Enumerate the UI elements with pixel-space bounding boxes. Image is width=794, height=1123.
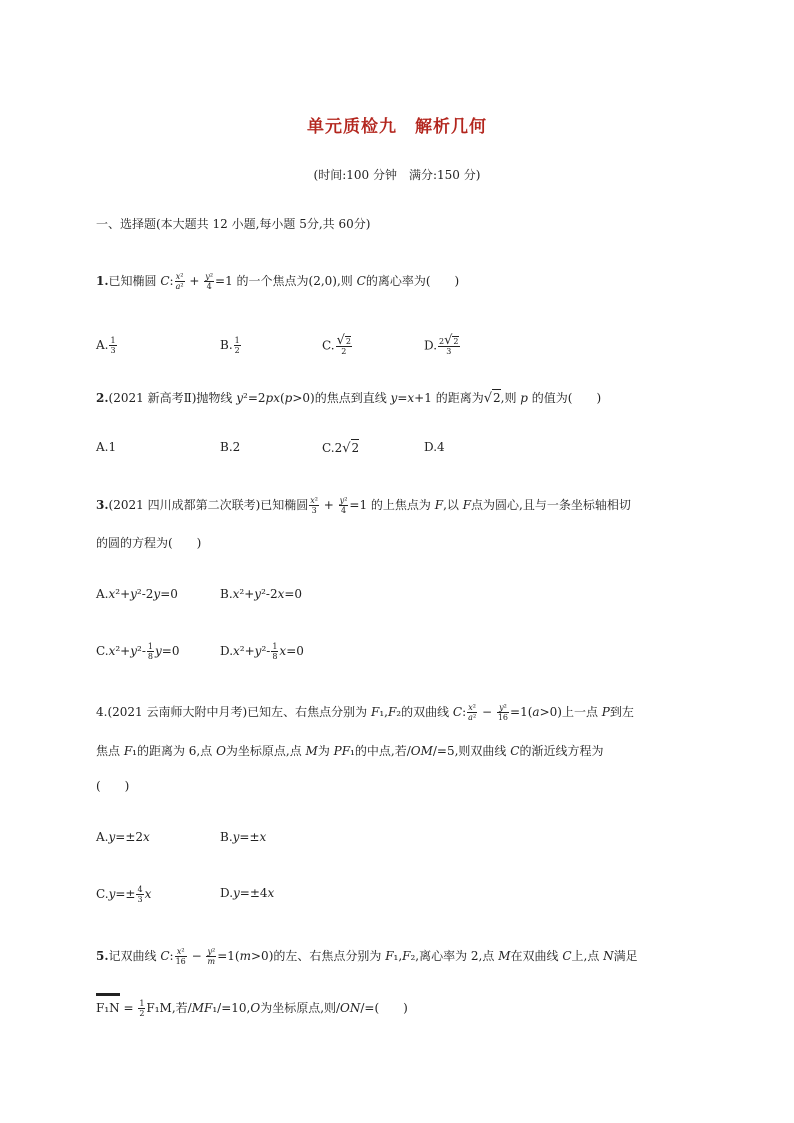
option-c[interactable]: C.2√2	[322, 441, 360, 456]
option-a[interactable]: A.x²+y²-2y=0	[96, 587, 178, 601]
option-a[interactable]: A. $\frac{1}{3}$	[96, 336, 116, 355]
vector-f1m: F₁M,若/	[146, 1001, 192, 1015]
question-number: 3.	[96, 498, 109, 512]
option-d[interactable]: D.4	[424, 440, 445, 454]
q2-stem-b: 的焦点到直线	[314, 391, 391, 405]
question-4-answer-bracket: ( )	[96, 779, 130, 793]
option-c[interactable]: C.x²+y²- $\frac{1}{8}$ y=0	[96, 642, 180, 661]
q4-stem-e: 到左	[609, 705, 634, 719]
section-heading: 一、选择题(本大题共 12 小题,每小题 5分,共 60分)	[96, 217, 371, 231]
option-d[interactable]: D.x²+y²- $\frac{1}{8}$ x=0	[220, 642, 304, 661]
q1-stem-c: 的离心率为( )	[365, 274, 460, 288]
q2-stem-d: ,则	[500, 391, 521, 405]
question-number: 5.	[96, 949, 109, 963]
vector-f1n: F₁N	[96, 1000, 120, 1016]
option-c[interactable]: C. $\frac{√2}{2}$	[322, 333, 351, 356]
q2-stem-a: (2021 新高考Ⅱ)抛物线	[108, 391, 237, 405]
q4-stem-c: =1(	[510, 705, 533, 719]
q4-stem-d: )上一点	[557, 705, 602, 719]
q1-stem-a: 已知椭圆	[108, 274, 161, 288]
option-a[interactable]: A.1	[96, 440, 117, 454]
option-b[interactable]: B.x²+y²-2x=0	[220, 587, 303, 601]
option-a[interactable]: A.y=±2x	[96, 830, 150, 844]
option-d[interactable]: D. $\frac{2√2}{3}$	[424, 333, 459, 356]
question-5: 5.记双曲线 C: $\frac{\text{x²}}{16}$ − $\frac{\text{y²}}{m}$ =1(m>0)的左、右焦点分别为 F₁,F₂,离心率为 2,点 M在双曲线 C上,点 N满足	[96, 947, 638, 966]
option-b[interactable]: B. $\frac{1}{2}$	[220, 336, 240, 355]
question-4: 4.(2021 云南师大附中月考)已知左、右焦点分别为 F₁,F₂的双曲线 C: $\frac{\text{x²}}{\text{a²}}$ − $\frac{\text{y²}}{16}$ =1(a>0)上一点 P到左	[96, 703, 634, 722]
q3-stem-b: =1 的上焦点为	[349, 498, 435, 512]
q2-stem-c: 的距离为	[431, 391, 484, 405]
q4-stem-a: (2021 云南师大附中月考)已知左、右焦点分别为	[107, 705, 371, 719]
option-d[interactable]: D.y=±4x	[220, 886, 275, 900]
exam-info: (时间:100 分钟 满分:150 分)	[313, 168, 481, 182]
question-3-cont: 的圆的方程为( )	[96, 536, 202, 550]
q3-stem-d: 点为圆心,且与一条坐标轴相切	[471, 498, 631, 512]
q3-stem-a: (2021 四川成都第二次联考)已知椭圆	[108, 498, 309, 512]
question-4-cont: 焦点 F₁的距离为 6,点 O为坐标原点,点 M为 PF₁的中点,若/OM/=5,则双曲线 C的渐近线方程为	[96, 744, 604, 758]
q4-stem-b: 的双曲线	[401, 705, 453, 719]
option-b[interactable]: B.y=±x	[220, 830, 267, 844]
page-title: 单元质检九 解析几何	[307, 117, 487, 137]
question-number: 4.	[96, 705, 108, 719]
fraction-y2-4: $\frac{\text{y²}}{4}$	[205, 272, 214, 291]
option-b[interactable]: B.2	[220, 440, 241, 454]
question-2: 2.(2021 新高考Ⅱ)抛物线 y²=2px(p>0)的焦点到直线 y=x+1 的距离为√2,则 p 的值为( )	[96, 391, 602, 406]
q3-stem-c: ,以	[443, 498, 463, 512]
option-c[interactable]: C.y=± $\frac{4}{3}$ x	[96, 885, 152, 904]
question-5-cont: F₁N = $\frac{1}{2}$ F₁M,若/MF₁/=10,O为坐标原点,则/ON/=( )	[96, 999, 408, 1018]
q2-stem-e: 的值为( )	[527, 391, 602, 405]
fraction-x2-a2: $\frac{\text{x²}}{\text{a²}}$	[175, 272, 184, 291]
question-1: 1.已知椭圆 C: $\frac{\text{x²}}{\text{a²}}$ + $\frac{\text{y²}}{4}$ =1 的一个焦点为(2,0),则 C的离心率为( )	[96, 272, 460, 291]
question-number: 1.	[96, 274, 109, 288]
q1-stem-b: =1 的一个焦点为(2,0),则	[215, 274, 357, 288]
question-3: 3.(2021 四川成都第二次联考)已知椭圆 $\frac{\text{x²}}{3}$ + $\frac{\text{y²}}{4}$ =1 的上焦点为 F,以 F点为圆心,且与一条坐标轴相切	[96, 496, 631, 515]
question-number: 2.	[96, 391, 109, 405]
